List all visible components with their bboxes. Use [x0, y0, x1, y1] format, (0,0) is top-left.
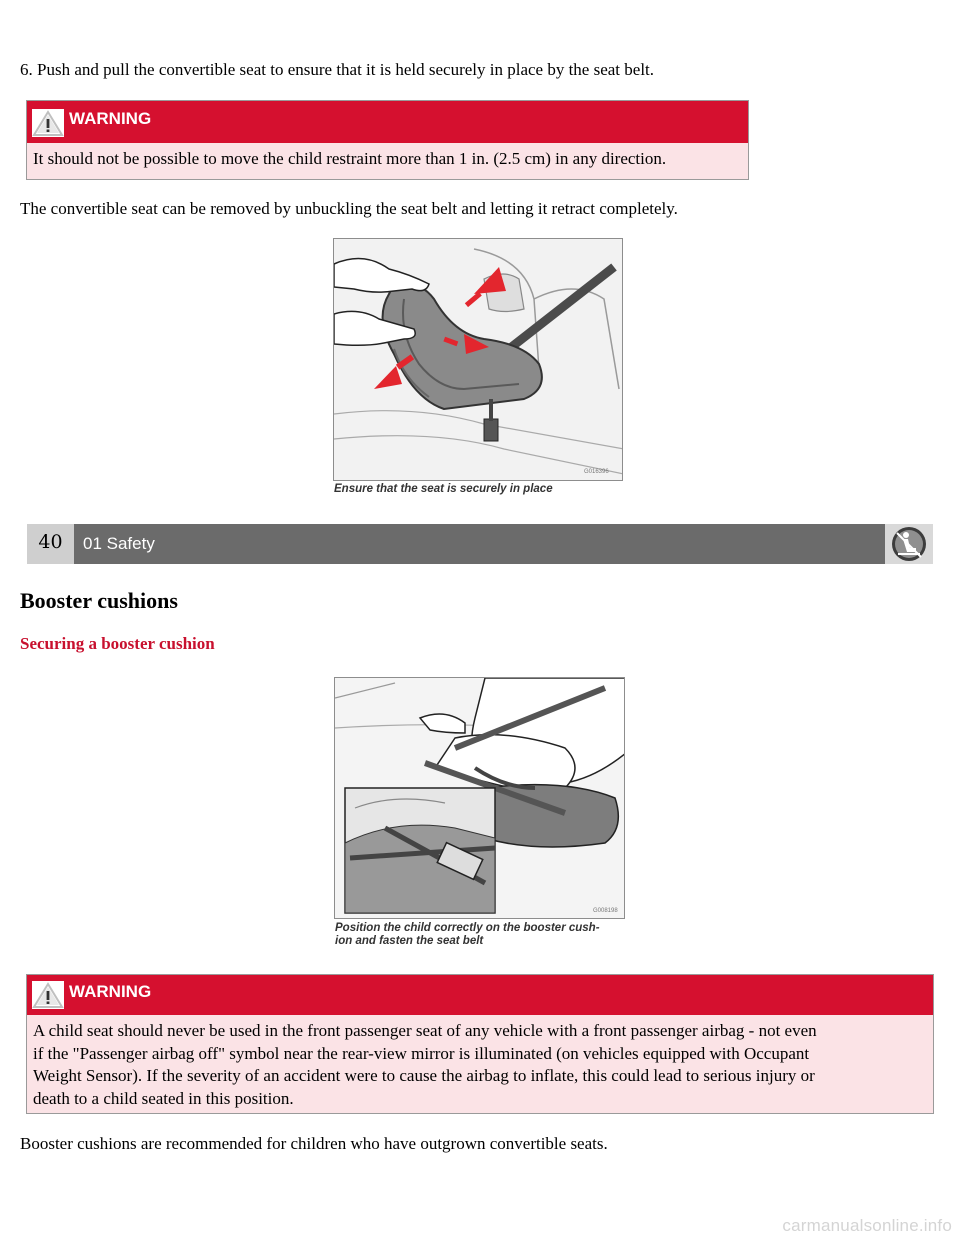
warning-box-1 — [26, 100, 749, 180]
watermark: carmanualsonline.info — [782, 1216, 952, 1235]
figure-2-code: G008198 — [593, 908, 618, 914]
convertible-seat-illustration — [333, 238, 623, 481]
subheading: Securing a booster cushion — [20, 634, 215, 653]
step-6-text: 6. Push and pull the convertible seat to ensure that it is held securely in place by the seat belt. — [20, 60, 655, 79]
page-number: 40 — [27, 524, 74, 564]
warning-triangle-icon — [32, 109, 64, 137]
section-title: 01 Safety — [83, 534, 155, 553]
booster-cushion-drawing — [335, 678, 625, 919]
booster-cushion-illustration — [334, 677, 625, 919]
warning-title-1: WARNING — [69, 109, 152, 128]
warning-2-line-1: A child seat should never be used in the front passenger seat of any vehicle with a front passenger airbag - not even — [33, 1021, 817, 1040]
warning-2-line-2: if the "Passenger airbag off" symbol near the rear-view mirror is illuminated (on vehicles equipped with Occupant — [33, 1043, 810, 1063]
warning-header-2 — [27, 975, 933, 1015]
page-heading: Booster cushions — [20, 588, 178, 613]
convertible-seat-drawing — [334, 239, 623, 481]
warning-text-1: It should not be possible to move the child restraint more than 1 in. (2.5 cm) in any direction. — [33, 149, 667, 168]
closing-text: Booster cushions are recommended for children who have outgrown convertible seats. — [20, 1134, 608, 1153]
figure-2-caption — [335, 922, 600, 948]
figure-2-caption-line-2: ion and fasten the seat belt — [335, 935, 484, 947]
warning-2-line-3: Weight Sensor). If the severity of an accident were to cause the airbag to inflate, this could lead to serious injury or — [33, 1066, 815, 1085]
figure-2-caption-line-1: Position the child correctly on the booster cush- — [335, 922, 600, 934]
warning-header-1 — [27, 101, 748, 143]
section-header-bar — [27, 524, 933, 564]
section-icon-container — [885, 524, 933, 564]
child-seat-icon — [885, 524, 933, 564]
warning-box-2 — [26, 974, 934, 1114]
warning-triangle-icon — [32, 981, 64, 1009]
removal-text: The convertible seat can be removed by unbuckling the seat belt and letting it retract completely. — [20, 199, 678, 218]
figure-1-code: G016396 — [584, 469, 609, 475]
warning-text-2 — [33, 1020, 927, 1110]
warning-title-2: WARNING — [69, 982, 152, 1001]
figure-1-caption: Ensure that the seat is securely in place — [334, 483, 553, 495]
warning-2-line-4: death to a child seated in this position. — [33, 1088, 294, 1108]
